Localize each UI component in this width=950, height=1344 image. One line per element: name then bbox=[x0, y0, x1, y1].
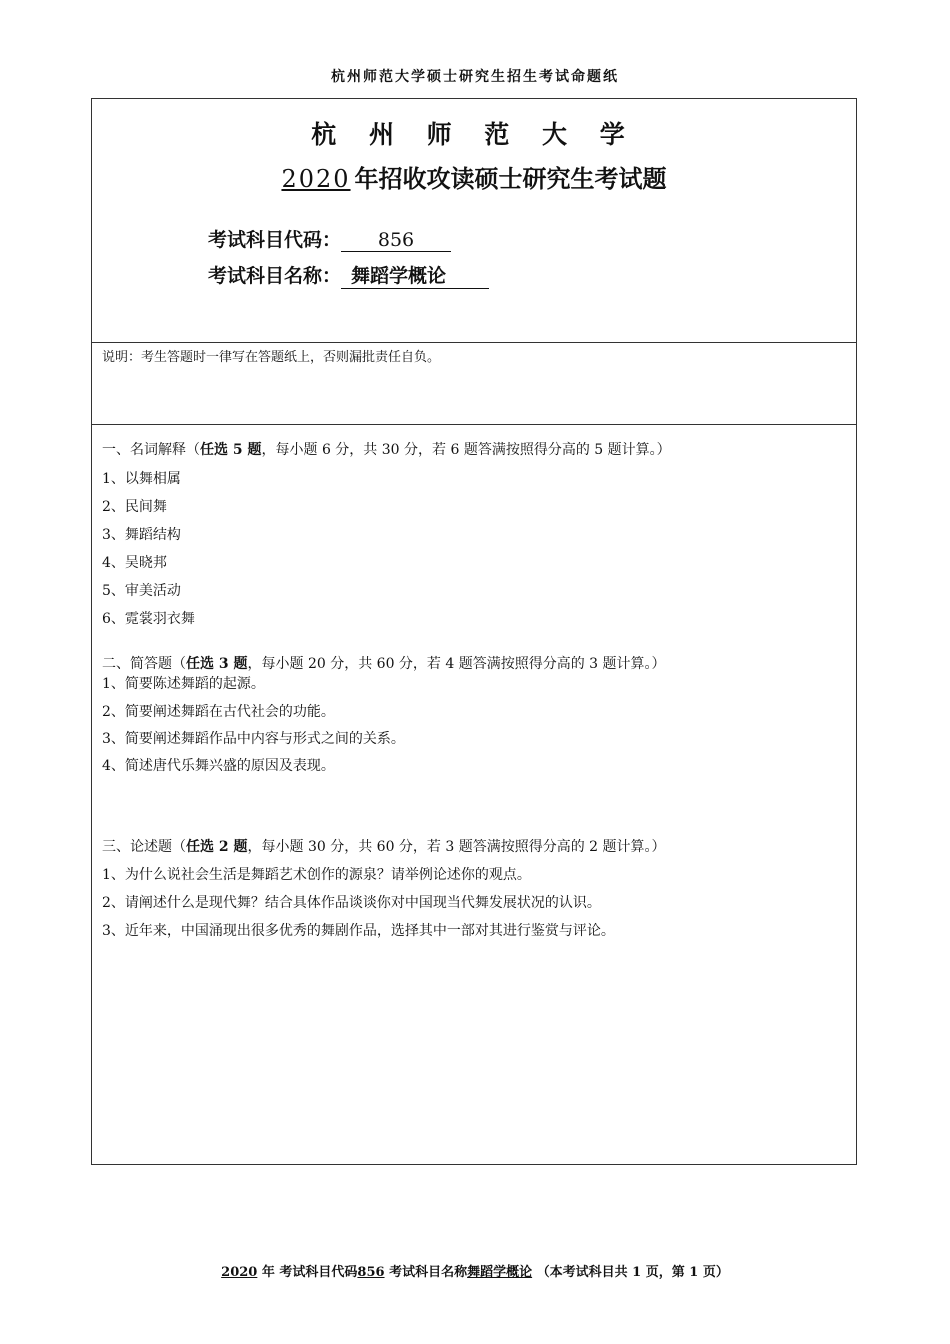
instructions-note: 说明：考生答题时一律写在答题纸上，否则漏批责任自负。 bbox=[102, 350, 441, 365]
section-heading: 一、名词解释（任选 5 题，每小题 6 分，共 30 分，若 6 题答满按照得分高的 5 题计算。） bbox=[102, 442, 671, 458]
exam-title bbox=[92, 159, 856, 194]
question-item: 1、以舞相属 bbox=[102, 471, 181, 487]
question-item: 2、民间舞 bbox=[102, 499, 167, 515]
exam-year: 2020 bbox=[281, 165, 351, 193]
footer-name: 舞蹈学概论 bbox=[467, 1265, 533, 1280]
question-item: 1、为什么说社会生活是舞蹈艺术创作的源泉？请举例论述你的观点。 bbox=[102, 867, 531, 883]
footer-year: 2020 bbox=[221, 1265, 258, 1280]
question-item: 6、霓裳羽衣舞 bbox=[102, 611, 195, 627]
question-item: 5、审美活动 bbox=[102, 583, 181, 599]
section-heading: 三、论述题（任选 2 题，每小题 30 分，共 60 分，若 3 题答满按照得分高的 2 题计算。） bbox=[102, 839, 666, 855]
question-item: 3、近年来，中国涌现出很多优秀的舞剧作品，选择其中一部对其进行鉴赏与评论。 bbox=[102, 923, 615, 939]
question-item: 4、吴晓邦 bbox=[102, 555, 167, 571]
subject-name-label: 考试科目名称： bbox=[208, 265, 342, 287]
subject-code-row bbox=[208, 225, 451, 252]
exam-paper-frame bbox=[91, 98, 857, 1165]
subject-code-label: 考试科目代码： bbox=[208, 229, 342, 251]
question-item: 1、简要陈述舞蹈的起源。 bbox=[102, 676, 265, 692]
subject-name-value: 舞蹈学概论 bbox=[341, 261, 489, 289]
footer-pages: （本考试科目共 1 页，第 1 页） bbox=[536, 1265, 729, 1280]
title-box bbox=[92, 99, 856, 343]
exam-title-text: 年招收攻读硕士研究生考试题 bbox=[354, 165, 667, 193]
page-header: 杭州师范大学硕士研究生招生考试命题纸 bbox=[331, 69, 619, 85]
subject-name-row bbox=[208, 261, 489, 289]
question-item: 3、舞蹈结构 bbox=[102, 527, 181, 543]
question-item: 4、简述唐代乐舞兴盛的原因及表现。 bbox=[102, 758, 335, 774]
footer-name-label: 考试科目名称 bbox=[389, 1265, 468, 1280]
question-item: 2、请阐述什么是现代舞？结合具体作品谈谈你对中国现当代舞发展状况的认识。 bbox=[102, 895, 601, 911]
question-item: 3、简要阐述舞蹈作品中内容与形式之间的关系。 bbox=[102, 731, 405, 747]
footer-code: 856 bbox=[357, 1265, 385, 1280]
question-item: 2、简要阐述舞蹈在古代社会的功能。 bbox=[102, 704, 335, 720]
instructions-box bbox=[92, 343, 856, 425]
subject-code-value: 856 bbox=[341, 229, 451, 252]
university-name: 杭 州 师 范 大 学 bbox=[311, 120, 637, 149]
page-footer bbox=[0, 1261, 950, 1280]
footer-code-label: 年 考试科目代码 bbox=[261, 1265, 358, 1280]
section-heading: 二、简答题（任选 3 题，每小题 20 分，共 60 分，若 4 题答满按照得分高的 3 题计算。） bbox=[102, 656, 666, 672]
